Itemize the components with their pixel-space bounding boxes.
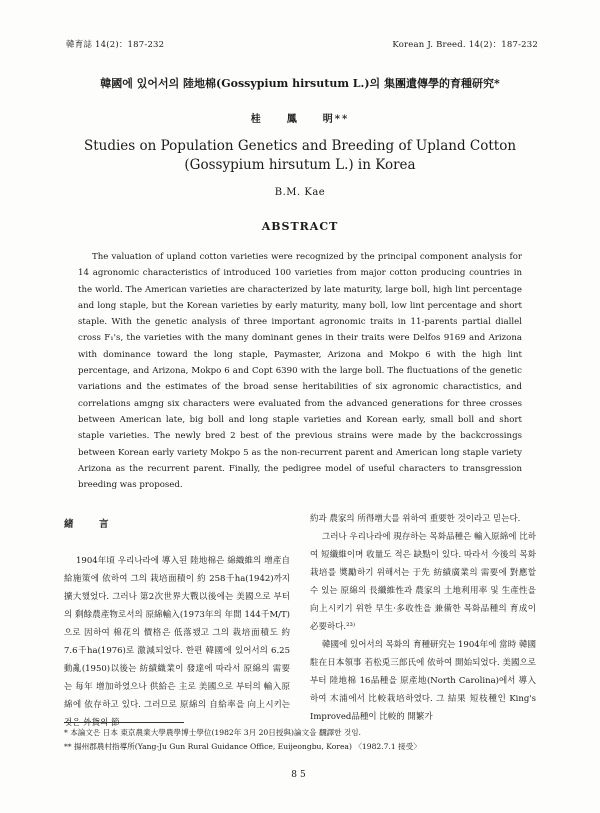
footnote-2: ** 揚州郡農村指導所(Yang-Ju Gun Rural Guidance Office, Euijeongbu, Korea) 〈1982.7.1 接受〉: [64, 742, 421, 751]
right-column: [310, 510, 536, 726]
abstract-body: The valuation of upland cotton varieties were recognized by the principal component analysis for 14 agronomic characteristics of introduced 100 varieties from major cotton producing countries in the world. The American varieties are characterized by late maturity, large boll, high lint percentage and long staple, but the Korean varieties by early maturity, many boll, low lint percentage and short staple. With the genetic analysis of three important agronomic traits in 11-parents partial diallel cross F₁'s, the varieties with the many dominant genes in their traits were Delfos 9169 and Arizona with dominance toward the long staple, Paymaster, Arizona and Mokpo 6 with the high lint percentage, and Arizona, Mokpo 6 and Copt 6390 with the large boll. The fluctuations of the genetic variations and the estimates of the broad sense heritabilities of six agronomic charactistics, and correlations amgng six characters were evaluated from the advanced generations for three crosses between American late, big boll and long staple varieties and Korean early, small boll and short staple varieties. The newly bred 2 best of the previous strains were made by the backcrossings between Korean early variety Mokpo 5 as the non-recurrent parent and American long staple variety Arizona as the recurrent parent. Finally, the pedigree model of useful characters to transgression breeding was proposed.: [78, 252, 522, 491]
english-author: B.M. Kae: [274, 187, 326, 198]
footnote-rule: [64, 722, 184, 723]
running-header-english: Korean J. Breed. 14(2)：187-232: [392, 40, 538, 50]
page-number: 85: [291, 770, 309, 780]
left-paragraph: 1904年頃 우리나라에 導入된 陸地棉은 綿織維의 增產自給施策에 依하여 그의 栽培面積이 約 258千ha(1942)까지 擴大했었다. 그러나 第2次世界大戰以後에는 美國으로 부터의 剩餘農產物로서의 原綿輸入(1973年의 年間 144千M/T)으로 因하여 棉花의 價格은 低落됐고 그의 栽培面積도 約 7.6千ha(1976)로 激減되었다. 한편 韓國에 있어서의 6.25動亂(1950)以後는 紡績織業이 發達에 따라서 原綿의 需要는 每年 增加하였으나 供給은 主로 美國으로 부터의 輸入原綿에 依存하고 있다. 그러므로 原綿의 自給率을 向上시키는 것은 外貨의 節: [64, 556, 290, 728]
left-column: [64, 510, 290, 732]
introduction-heading: 緒 言: [64, 519, 117, 530]
right-paragraph: 그러나 우리나라에 現存하는 목화品種은 輸入原綿에 比하여 短纖維이며 收量도 적은 缺點이 있다. 따라서 今後의 목화栽培를 奬勵하기 위해서는 于先 紡績廣業의 需要에 對應할 수 있는 原綿의 長纖維性과 農家의 土地利用率 및 生產性을 向上시키기 위한 早生·多收性을 兼備한 목화品種의 育成이 必要하다.²³⁾: [310, 532, 536, 632]
footnote-1: * 本論文은 日本 東京農業大學農學博士學位(1982年 3月 20日授與)論文을 飜譯한 것임.: [64, 728, 361, 737]
right-paragraph: 韓國에 있어서의 목화의 育種研究는 1904年에 當時 韓國駐在日本領事 若松兎三郎氏에 依하여 開始되었다. 美國으로부터 陸地棉 16品種을 原產地(North Carolina)에서 導入하여 木浦에서 比較栽培하였다. 그 結果 短枝種인 King's Improved品種이 比較的 開繁가: [310, 640, 536, 722]
korean-author: 桂 鳳 明**: [250, 114, 350, 125]
english-title: [0, 137, 600, 175]
abstract-heading: ABSTRACT: [261, 220, 339, 233]
english-title-line1: Studies on Population Genetics and Breeding of Upland Cotton: [83, 138, 517, 154]
english-title-line2: (Gossypium hirsutum L.) in Korea: [184, 157, 416, 173]
right-paragraph: 約과 農家의 所得增大를 위하여 重要한 것이라고 믿는다.: [310, 514, 521, 524]
running-header-korean: 韓育誌 14(2)：187-232: [66, 40, 165, 50]
korean-title: 韓國에 있어서의 陸地棉(Gossypium hirsutum L.)의 集團遺傳學的育種研究*: [100, 77, 500, 90]
footnotes: [64, 726, 534, 754]
